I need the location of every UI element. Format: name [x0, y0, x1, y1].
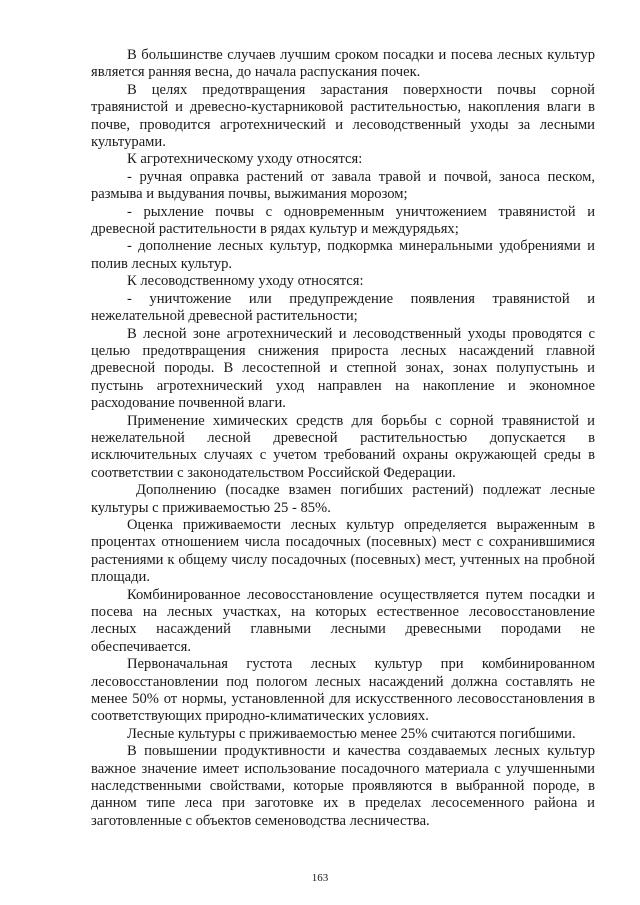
paragraph-13: Комбинированное лесовосстановление осуществляется путем посадки и посева на лесных участках, на которых естественное лесовосстановление лесных насаждений главными лесными древесными породами не обеспечивается.	[91, 586, 595, 655]
paragraph-14: Первоначальная густота лесных культур при комбинированном лесовосстановлении под пологом лесных насаждений должна составлять не менее 50% от нормы, установленной для искусственного лесовосстановления в соответствующих природно-климатических условиях.	[91, 656, 595, 725]
paragraph-12: Оценка приживаемости лесных культур определяется выраженным в процентах отношением числа посадочных (посевных) мест с сохранившимися растениями к общему числу посадочных (посевных) мест, учтенных на пробной площади.	[91, 516, 595, 586]
paragraph-2: В целях предотвращения зарастания поверхности почвы сорной травянистой и древесно-кустарниковой растительностью, накопления влаги в почве, проводится агротехнический и лесоводственный уходы за лесными культурами.	[91, 81, 595, 151]
list-item-agrotech-2: - рыхление почвы с одновременным уничтожением травянистой и древесной растительности в рядах культур и междурядьях;	[91, 203, 595, 238]
list-item-agrotech-3: - дополнение лесных культур, подкормка минеральными удобрениями и полив лесных культур.	[91, 238, 595, 272]
list-item-agrotech-1: - ручная оправка растений от завала травой и почвой, заноса песком, размыва и выдувания почвы, выжимания морозом;	[91, 168, 595, 203]
document-page	[91, 47, 595, 830]
paragraph-15: Лесные культуры с приживаемостью менее 25% считаются погибшими.	[127, 725, 576, 742]
paragraph-7: К лесоводственному уходу относятся:	[127, 273, 364, 290]
paragraph-9: В лесной зоне агротехнический и лесоводственный уходы проводятся с целью предотвращения снижения прироста лесных насаждений главной древесной породы. В лесостепной и степной зонах, зонах полупустынь и пустынь агротехнический уход направлен на накопление и экономное расходование почвенной влаги.	[91, 325, 595, 412]
paragraph-1: В большинстве случаев лучшим сроком посадки и посева лесных культур является ранняя весна, до начала распускания почек.	[91, 47, 595, 81]
paragraph-16: В повышении продуктивности и качества создаваемых лесных культур важное значение имеет использование посадочного материала с улучшенными наследственными свойствами, которые проявляются в выбранной породе, в данном типе леса при заготовке их в пределах лесосеменного района и заготовленные с объектов семеноводства лесничества.	[91, 743, 595, 829]
paragraph-11: Дополнению (посадке взамен погибших растений) подлежат лесные культуры с приживаемостью 25 - 85%.	[91, 482, 595, 516]
page-number: 163	[311, 872, 329, 884]
list-item-silvicultural-1: - уничтожение или предупреждение появления травянистой и нежелательной древесной растительности;	[91, 290, 595, 325]
paragraph-3: К агротехническому уходу относятся:	[127, 151, 363, 168]
paragraph-10: Применение химических средств для борьбы с сорной травянистой и нежелательной лесной древесной растительностью допускается в исключительных случаях с учетом требований охраны окружающей среды в соответствии с законодательством Российской Федерации.	[91, 412, 595, 481]
